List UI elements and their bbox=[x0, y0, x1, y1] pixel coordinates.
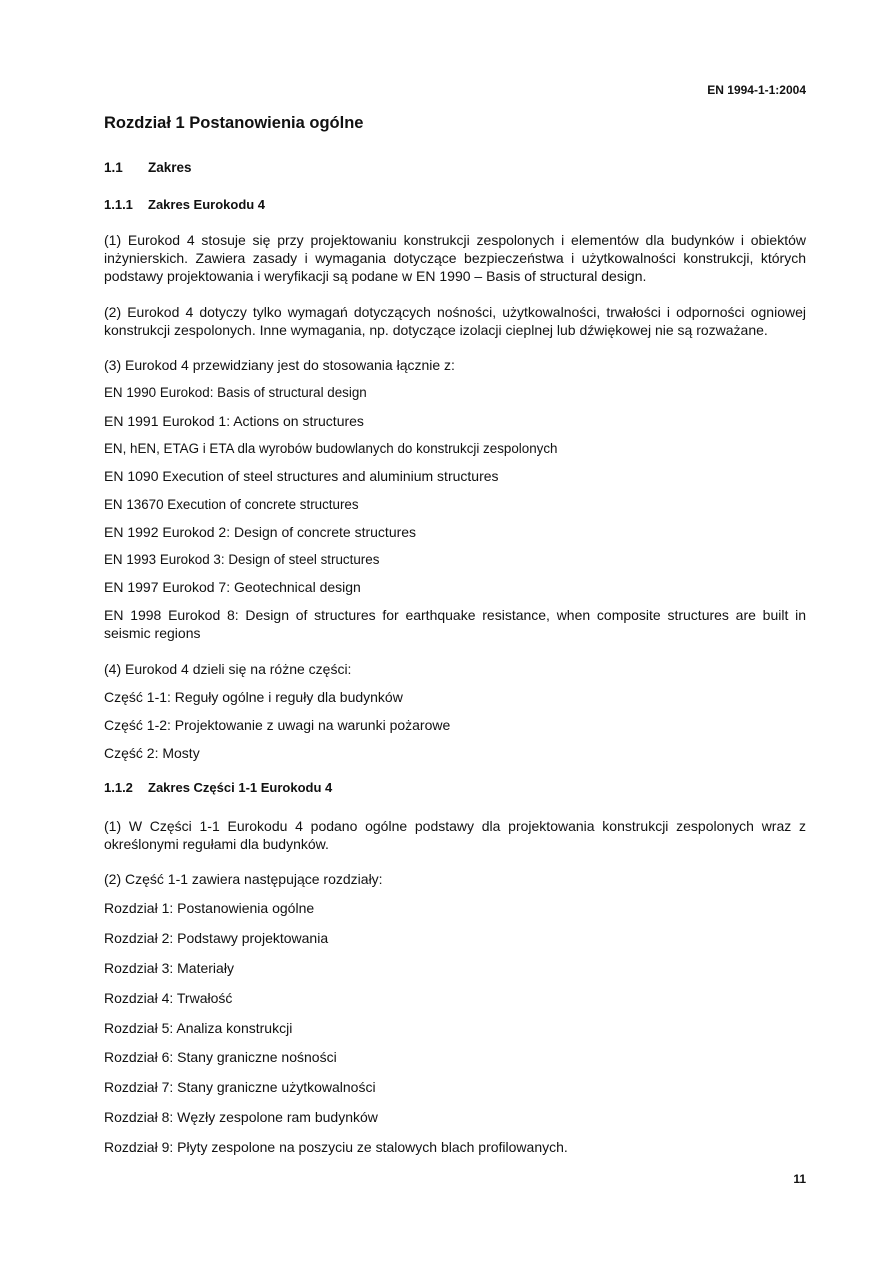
section-heading-1-1-2 bbox=[104, 780, 806, 795]
standard-list-item: EN 1998 Eurokod 8: Design of structures for earthquake resistance, when composite structures are built in seismic regions bbox=[104, 607, 806, 641]
part-list-item: Część 1-2: Projektowanie z uwagi na warunki pożarowe bbox=[104, 717, 451, 733]
section-number: 1.1 bbox=[104, 160, 123, 175]
section-heading-1-1-1 bbox=[104, 197, 806, 212]
standard-list-item: EN 1997 Eurokod 7: Geotechnical design bbox=[104, 579, 361, 595]
paragraph-1-1-2-1: (1) W Części 1-1 Eurokodu 4 podano ogólne podstawy dla projektowania konstrukcji zespolonych wraz z określonymi regułami dla budynków. bbox=[104, 818, 806, 852]
chapter-list-item: Rozdział 9: Płyty zespolone na poszyciu ze stalowych blach profilowanych. bbox=[104, 1139, 568, 1155]
section-title: Zakres Części 1-1 Eurokodu 4 bbox=[148, 780, 333, 795]
paragraph-1-1-1-3: (3) Eurokod 4 przewidziany jest do stosowania łącznie z: bbox=[104, 357, 455, 373]
standard-list-item: EN 1993 Eurokod 3: Design of steel structures bbox=[104, 552, 380, 567]
chapter-list-item: Rozdział 4: Trwałość bbox=[104, 990, 233, 1006]
standard-list-item: EN 1991 Eurokod 1: Actions on structures bbox=[104, 413, 364, 429]
chapter-list-item: Rozdział 8: Węzły zespolone ram budynków bbox=[104, 1109, 378, 1125]
standard-list-item: EN 1992 Eurokod 2: Design of concrete structures bbox=[104, 524, 417, 540]
section-number: 1.1.2 bbox=[104, 780, 133, 795]
standard-list-item: EN, hEN, ETAG i ETA dla wyrobów budowlanych do konstrukcji zespolonych bbox=[104, 441, 558, 456]
section-heading-1-1 bbox=[104, 160, 806, 175]
page-number: 11 bbox=[793, 1172, 806, 1186]
chapter-list-item: Rozdział 3: Materiały bbox=[104, 960, 234, 976]
section-title: Zakres Eurokodu 4 bbox=[148, 197, 266, 212]
part-list-item: Część 1-1: Reguły ogólne i reguły dla budynków bbox=[104, 689, 403, 705]
section-number: 1.1.1 bbox=[104, 197, 133, 212]
paragraph-1-1-2-2: (2) Część 1-1 zawiera następujące rozdziały: bbox=[104, 871, 383, 887]
standard-list-item: EN 1090 Execution of steel structures and aluminium structures bbox=[104, 468, 499, 484]
chapter-list-item: Rozdział 6: Stany graniczne nośności bbox=[104, 1049, 337, 1065]
standard-list-item: EN 13670 Execution of concrete structures bbox=[104, 497, 359, 512]
document-standard-id: EN 1994-1-1:2004 bbox=[707, 83, 806, 97]
chapter-list-item: Rozdział 1: Postanowienia ogólne bbox=[104, 900, 315, 916]
paragraph-1-1-1-2: (2) Eurokod 4 dotyczy tylko wymagań dotyczących nośności, użytkowalności, trwałości i odporności ogniowej konstrukcji zespolonych. Inne wymagania, np. dotyczące izolacji cieplnej lub dźwiękowej nie są rozważane. bbox=[104, 304, 806, 338]
chapter-title: Rozdział 1 Postanowienia ogólne bbox=[104, 114, 364, 132]
chapter-list-item: Rozdział 7: Stany graniczne użytkowalności bbox=[104, 1079, 376, 1095]
chapter-list-item: Rozdział 2: Podstawy projektowania bbox=[104, 930, 329, 946]
part-list-item: Część 2: Mosty bbox=[104, 745, 200, 761]
paragraph-1-1-1-4: (4) Eurokod 4 dzieli się na różne części: bbox=[104, 661, 352, 677]
chapter-list-item: Rozdział 5: Analiza konstrukcji bbox=[104, 1020, 293, 1036]
section-title: Zakres bbox=[148, 160, 192, 175]
standard-list-item: EN 1990 Eurokod: Basis of structural design bbox=[104, 385, 367, 400]
paragraph-1-1-1-1: (1) Eurokod 4 stosuje się przy projektowaniu konstrukcji zespolonych i elementów dla budynków i obiektów inżynierskich. Zawiera zasady i wymagania dotyczące bezpieczeństwa i użytkowalności konstrukcji, których podstawy projektowania i weryfikacji są podane w EN 1990 – Basis of structural design. bbox=[104, 232, 806, 284]
